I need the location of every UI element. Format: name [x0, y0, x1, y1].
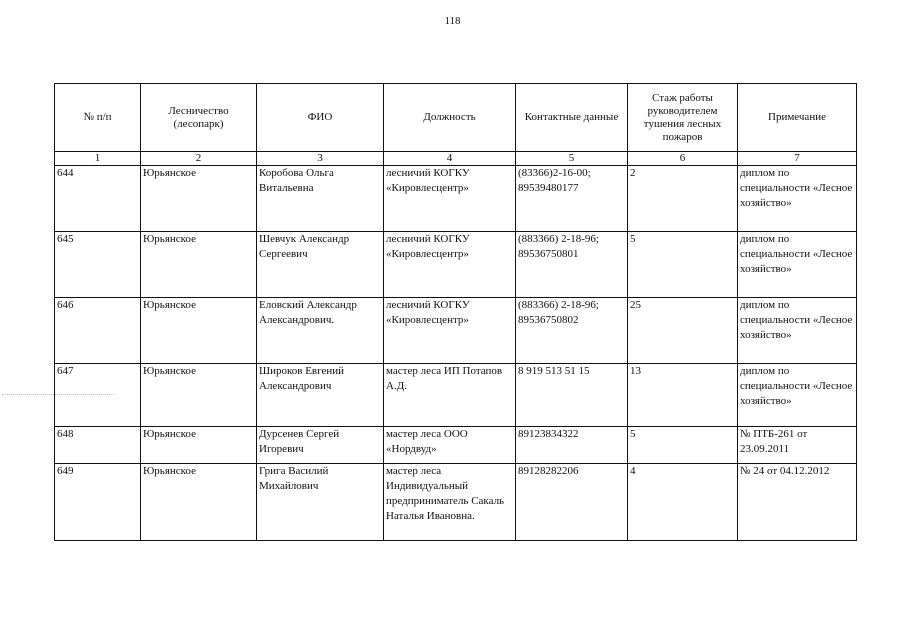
fire-managers-table	[54, 83, 857, 541]
cell-forestry: Юрьянское	[141, 298, 257, 364]
cell-note: диплом по специальности «Лесное хозяйство»	[738, 364, 857, 427]
cell-name: Шевчук Александр Сергеевич	[257, 232, 384, 298]
cell-note: диплом по специальности «Лесное хозяйство»	[738, 298, 857, 364]
cell-experience: 4	[628, 464, 738, 541]
column-header-name: ФИО	[257, 84, 384, 152]
cell-forestry: Юрьянское	[141, 464, 257, 541]
cell-forestry: Юрьянское	[141, 232, 257, 298]
cell-position: мастер леса ИП Потапов А.Д.	[384, 364, 516, 427]
table-row	[55, 166, 857, 232]
cell-number: 644	[55, 166, 141, 232]
column-index: 6	[628, 152, 738, 166]
column-index: 7	[738, 152, 857, 166]
column-index: 1	[55, 152, 141, 166]
cell-forestry: Юрьянское	[141, 427, 257, 464]
cell-contacts: 8 919 513 51 15	[516, 364, 628, 427]
cell-name: Широков Евгений Александрович	[257, 364, 384, 427]
cell-number: 645	[55, 232, 141, 298]
column-header-number: № п/п	[55, 84, 141, 152]
cell-number: 647	[55, 364, 141, 427]
cell-number: 649	[55, 464, 141, 541]
cell-experience: 5	[628, 232, 738, 298]
cell-contacts: (883366) 2-18-96; 89536750801	[516, 232, 628, 298]
column-index: 5	[516, 152, 628, 166]
cell-position: лесничий КОГКУ «Кировлесцентр»	[384, 232, 516, 298]
cell-name: Коробова Ольга Витальевна	[257, 166, 384, 232]
column-index: 3	[257, 152, 384, 166]
cell-contacts: (83366)2-16-00; 89539480177	[516, 166, 628, 232]
cell-name: Еловский Александр Александрович.	[257, 298, 384, 364]
cell-number: 648	[55, 427, 141, 464]
cell-name: Дурсенев Сергей Игоревич	[257, 427, 384, 464]
cell-experience: 25	[628, 298, 738, 364]
column-header-note: Примечание	[738, 84, 857, 152]
column-index: 2	[141, 152, 257, 166]
cell-forestry: Юрьянское	[141, 166, 257, 232]
cell-experience: 5	[628, 427, 738, 464]
cell-name: Грига Василий Михайлович	[257, 464, 384, 541]
column-header-position: Должность	[384, 84, 516, 152]
column-header-experience: Стаж работы руководителем тушения лесных пожаров	[628, 84, 738, 152]
page-number: 118	[444, 15, 461, 27]
table-row	[55, 364, 857, 427]
cell-note: № ПТБ-261 от 23.09.2011	[738, 427, 857, 464]
column-header-contacts: Контактные данные	[516, 84, 628, 152]
cell-position: лесничий КОГКУ «Кировлесцентр»	[384, 166, 516, 232]
cell-position: лесничий КОГКУ «Кировлесцентр»	[384, 298, 516, 364]
cell-contacts: 89128282206	[516, 464, 628, 541]
cell-note: диплом по специальности «Лесное хозяйство»	[738, 232, 857, 298]
column-header-forestry: Лесничество (лесопарк)	[141, 84, 257, 152]
column-index: 4	[384, 152, 516, 166]
cell-note: диплом по специальности «Лесное хозяйство»	[738, 166, 857, 232]
cell-experience: 13	[628, 364, 738, 427]
cell-note: № 24 от 04.12.2012	[738, 464, 857, 541]
header-row	[55, 84, 857, 152]
table-row	[55, 427, 857, 464]
table-row	[55, 298, 857, 364]
cell-number: 646	[55, 298, 141, 364]
cell-forestry: Юрьянское	[141, 364, 257, 427]
cell-position: мастер леса Индивидуальный предприниматель Сакаль Наталья Ивановна.	[384, 464, 516, 541]
cell-experience: 2	[628, 166, 738, 232]
cell-position: мастер леса ООО «Нордвуд»	[384, 427, 516, 464]
cell-contacts: (883366) 2-18-96; 89536750802	[516, 298, 628, 364]
column-index-row	[55, 152, 857, 166]
table-row	[55, 464, 857, 541]
table-row	[55, 232, 857, 298]
cell-contacts: 89123834322	[516, 427, 628, 464]
